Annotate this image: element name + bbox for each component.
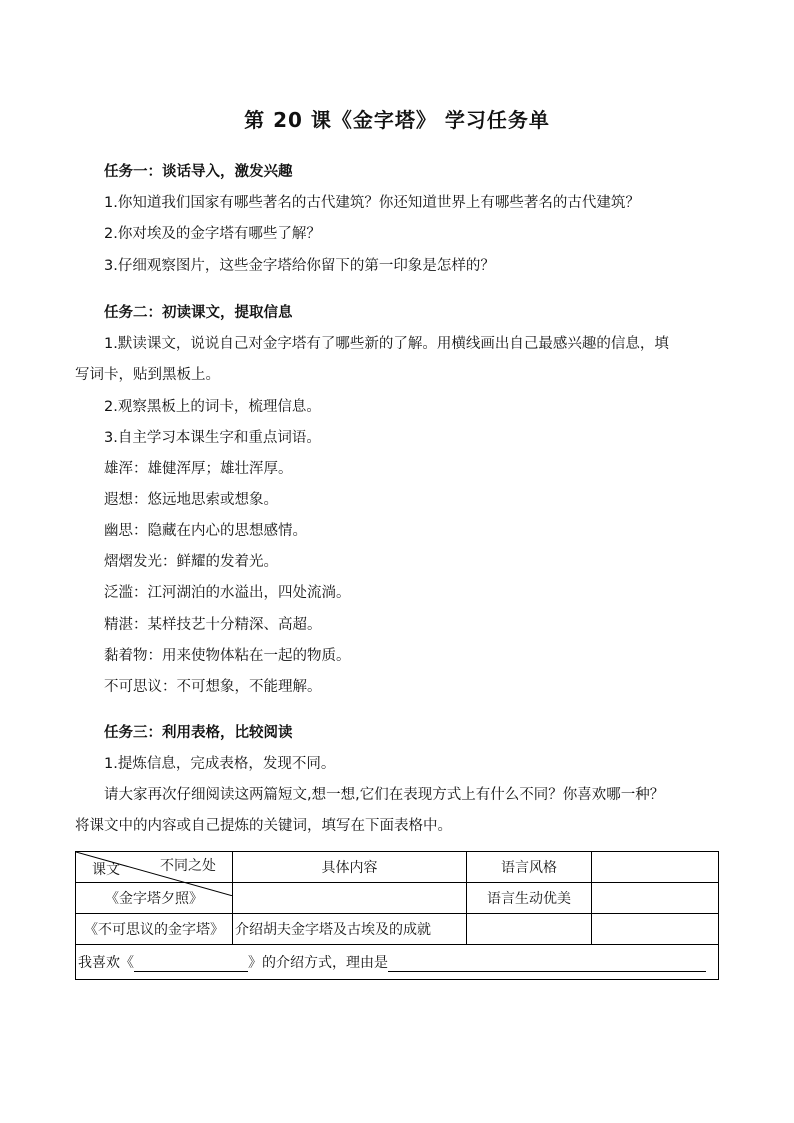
task1-item-2: 2.你对埃及的金字塔有哪些了解？ <box>104 226 321 242</box>
task2-item-2: 2.观察黑板上的词卡，梳理信息。 <box>104 399 321 415</box>
vocab-item: 精湛：某样技艺十分精深、高超。 <box>104 617 322 633</box>
row2-style-cell[interactable] <box>467 914 592 945</box>
task2-item-1-line2: 写词卡，贴到黑板上。 <box>75 367 220 383</box>
task3-heading: 任务三：利用表格，比较阅读 <box>104 725 293 741</box>
footer-middle: 》的介绍方式，理由是 <box>248 955 388 971</box>
row2-content: 介绍胡夫金字塔及古埃及的成就 <box>233 914 467 945</box>
footer-prefix: 我喜欢《 <box>78 955 134 971</box>
task3-paragraph-line1: 请大家再次仔细阅读这两篇短文,想一想,它们在表现方式上有什么不同？你喜欢哪一种？ <box>104 787 665 803</box>
task2-item-1-line1: 1.默读课文，说说自己对金字塔有了哪些新的了解。用横线画出自己最感兴趣的信息，填 <box>104 336 669 352</box>
book-choice-blank[interactable] <box>134 955 248 972</box>
row1-content-cell[interactable] <box>233 883 467 914</box>
vocab-item: 遐想：悠远地思索或想象。 <box>104 492 278 508</box>
task1-item-3: 3.仔细观察图片，这些金字塔给你留下的第一印象是怎样的？ <box>104 258 495 274</box>
vocab-item: 黏着物：用来使物体粘在一起的物质。 <box>104 648 351 664</box>
task3-item-1: 1.提炼信息，完成表格，发现不同。 <box>104 756 336 772</box>
vocab-item: 雄浑：雄健浑厚；雄壮浑厚。 <box>104 461 293 477</box>
vocab-item: 幽思：隐藏在内心的思想感情。 <box>104 523 307 539</box>
reason-blank[interactable] <box>388 955 706 972</box>
vocab-item: 泛滥：江河湖泊的水溢出，四处流淌。 <box>104 585 351 601</box>
header-text: 课文 <box>92 862 120 878</box>
header-differences: 不同之处 <box>160 858 216 874</box>
comparison-table <box>75 851 719 980</box>
table-footer-row <box>76 945 719 980</box>
task1-item-1: 1.你知道我们国家有哪些著名的古代建筑？你还知道世界上有哪些著名的古代建筑？ <box>104 195 640 211</box>
diagonal-header-cell <box>76 852 233 883</box>
row1-text: 《金字塔夕照》 <box>76 883 233 914</box>
task3-paragraph-line2: 将课文中的内容或自己提炼的关键词，填写在下面表格中。 <box>75 818 452 834</box>
table-row <box>76 914 719 945</box>
row2-extra-cell[interactable] <box>592 914 719 945</box>
header-content: 具体内容 <box>233 852 467 883</box>
vocab-item: 不可思议：不可想象，不能理解。 <box>104 679 322 695</box>
task2-heading: 任务二：初读课文，提取信息 <box>104 305 293 321</box>
row2-text: 《不可思议的金字塔》 <box>76 914 233 945</box>
task1-heading: 任务一：谈话导入，激发兴趣 <box>104 164 293 180</box>
footer-cell <box>76 945 719 980</box>
task2-item-3: 3.自主学习本课生字和重点词语。 <box>104 430 321 446</box>
table-header-row <box>76 852 719 883</box>
vocab-item: 熠熠发光：鲜耀的发着光。 <box>104 554 278 570</box>
header-extra-cell <box>592 852 719 883</box>
row1-style: 语言生动优美 <box>467 883 592 914</box>
header-style: 语言风格 <box>467 852 592 883</box>
row1-extra-cell[interactable] <box>592 883 719 914</box>
page-title: 第 20 课《金字塔》 学习任务单 <box>244 108 550 132</box>
